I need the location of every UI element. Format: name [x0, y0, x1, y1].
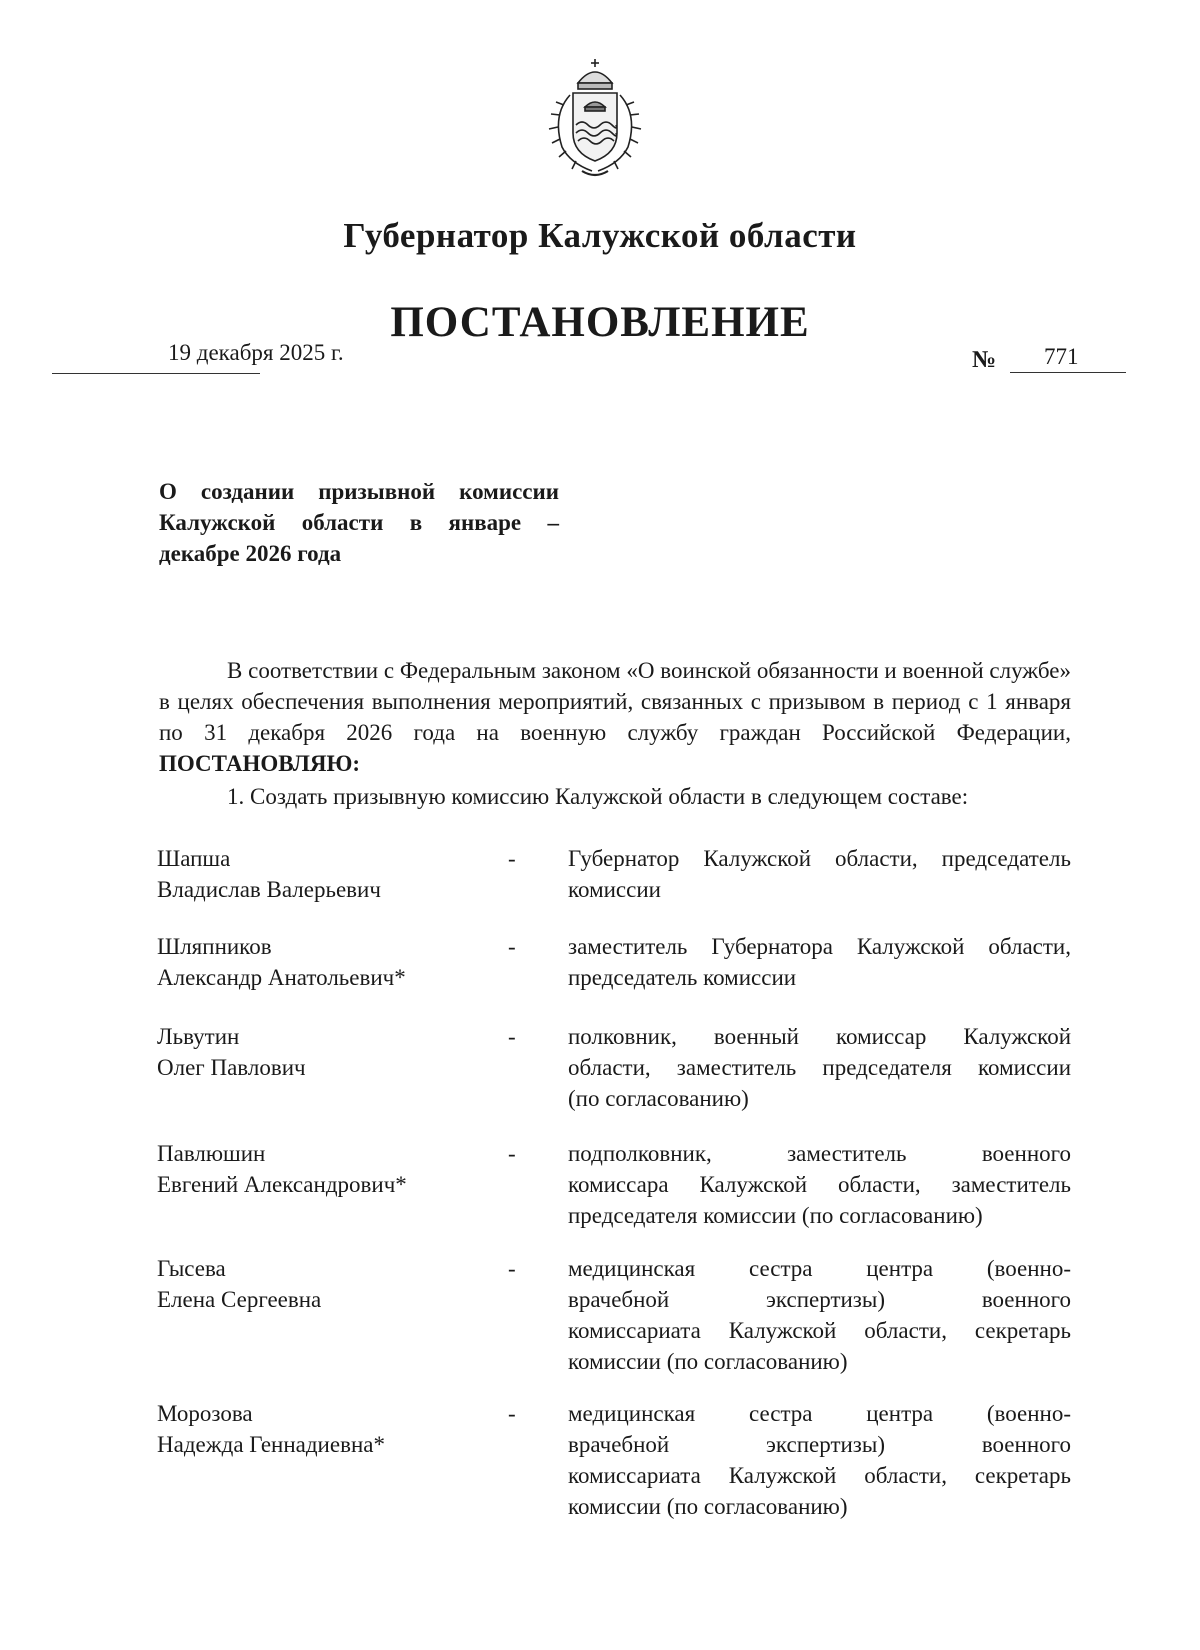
- member-given-names: Елена Сергеевна: [157, 1287, 322, 1312]
- member-dash: -: [508, 1401, 516, 1426]
- preamble-text: В соответствии с Федеральным законом «О воинской обязанности и военной службе» в целях обеспечения выполнения мероприятий, связанных с призывом в период с 1 января по 31 декабря 2026 года на военную службу граждан Российской Федерации,: [159, 658, 1071, 745]
- member-role: [568, 1398, 1071, 1522]
- member-dash: -: [508, 1141, 516, 1166]
- member-role-line: комиссариата Калужской области, секретарь: [568, 1318, 1071, 1343]
- member-role-line: области, заместитель председателя комиссии: [568, 1055, 1071, 1080]
- member-role-line: полковник, военный комиссар Калужской: [568, 1024, 1071, 1049]
- member-role-line: медицинская сестра центра (военно-: [568, 1401, 1071, 1426]
- member-name: [157, 843, 487, 905]
- member-surname: Павлюшин: [157, 1141, 266, 1166]
- number-sign: №: [972, 347, 997, 373]
- member-role-line: комиссии (по согласованию): [568, 1349, 848, 1374]
- subject-line: Калужской области в январе –: [159, 510, 559, 535]
- member-dash: -: [508, 1024, 516, 1049]
- member-surname: Шляпников: [157, 934, 272, 959]
- member-role-line: председатель комиссии: [568, 965, 797, 990]
- member-role-line: Губернатор Калужской области, председатель: [568, 846, 1071, 871]
- member-role-line: председателя комиссии (по согласованию): [568, 1203, 983, 1228]
- document-number: 771: [1044, 344, 1079, 369]
- document-type-title: ПОСТАНОВЛЕНИЕ: [390, 299, 810, 346]
- member-given-names: Олег Павлович: [157, 1055, 306, 1080]
- member-name: [157, 931, 487, 993]
- member-name: [157, 1138, 487, 1200]
- member-role-line: комиссариата Калужской области, секретарь: [568, 1463, 1071, 1488]
- document-subject: [159, 476, 559, 569]
- member-surname: Морозова: [157, 1401, 253, 1426]
- member-role-line: (по согласованию): [568, 1086, 749, 1111]
- member-surname: Гысева: [157, 1256, 226, 1281]
- member-role-line: заместитель Губернатора Калужской области,: [568, 934, 1071, 959]
- member-given-names: Надежда Геннадиевна*: [157, 1432, 385, 1457]
- member-dash: -: [508, 1256, 516, 1281]
- member-role-line: комиссии (по согласованию): [568, 1494, 848, 1519]
- member-dash: -: [508, 846, 516, 871]
- member-name: [157, 1398, 487, 1460]
- member-role: [568, 1138, 1071, 1231]
- member-role: [568, 931, 1071, 993]
- member-role: [568, 843, 1071, 905]
- subject-line: декабре 2026 года: [159, 541, 342, 566]
- member-role: [568, 1021, 1071, 1114]
- member-role-line: медицинская сестра центра (военно-: [568, 1256, 1071, 1281]
- member-name: [157, 1253, 487, 1315]
- member-role: [568, 1253, 1071, 1377]
- member-dash: -: [508, 934, 516, 959]
- member-role-line: комиссара Калужской области, заместитель: [568, 1172, 1071, 1197]
- member-given-names: Владислав Валерьевич: [157, 877, 381, 902]
- member-name: [157, 1021, 487, 1083]
- document-date: 19 декабря 2025 г.: [168, 340, 344, 365]
- member-role-line: подполковник, заместитель военного: [568, 1141, 1071, 1166]
- member-given-names: Евгений Александрович*: [157, 1172, 407, 1197]
- number-underline: [1010, 372, 1126, 373]
- member-role-line: врачебной экспертизы) военного: [568, 1432, 1071, 1457]
- member-surname: Львутин: [157, 1024, 240, 1049]
- member-role-line: врачебной экспертизы) военного: [568, 1287, 1071, 1312]
- issuing-authority: Губернатор Калужской области: [343, 216, 857, 255]
- clause-1: 1. Создать призывную комиссию Калужской области в следующем составе:: [227, 784, 969, 809]
- member-surname: Шапша: [157, 846, 231, 871]
- resolve-word: ПОСТАНОВЛЯЮ:: [159, 751, 361, 776]
- member-role-line: комиссии: [568, 877, 661, 902]
- subject-line: О создании призывной комиссии: [159, 479, 559, 504]
- member-given-names: Александр Анатольевич*: [157, 965, 406, 990]
- preamble-paragraph: [159, 655, 1071, 779]
- coat-of-arms-icon: [540, 55, 650, 180]
